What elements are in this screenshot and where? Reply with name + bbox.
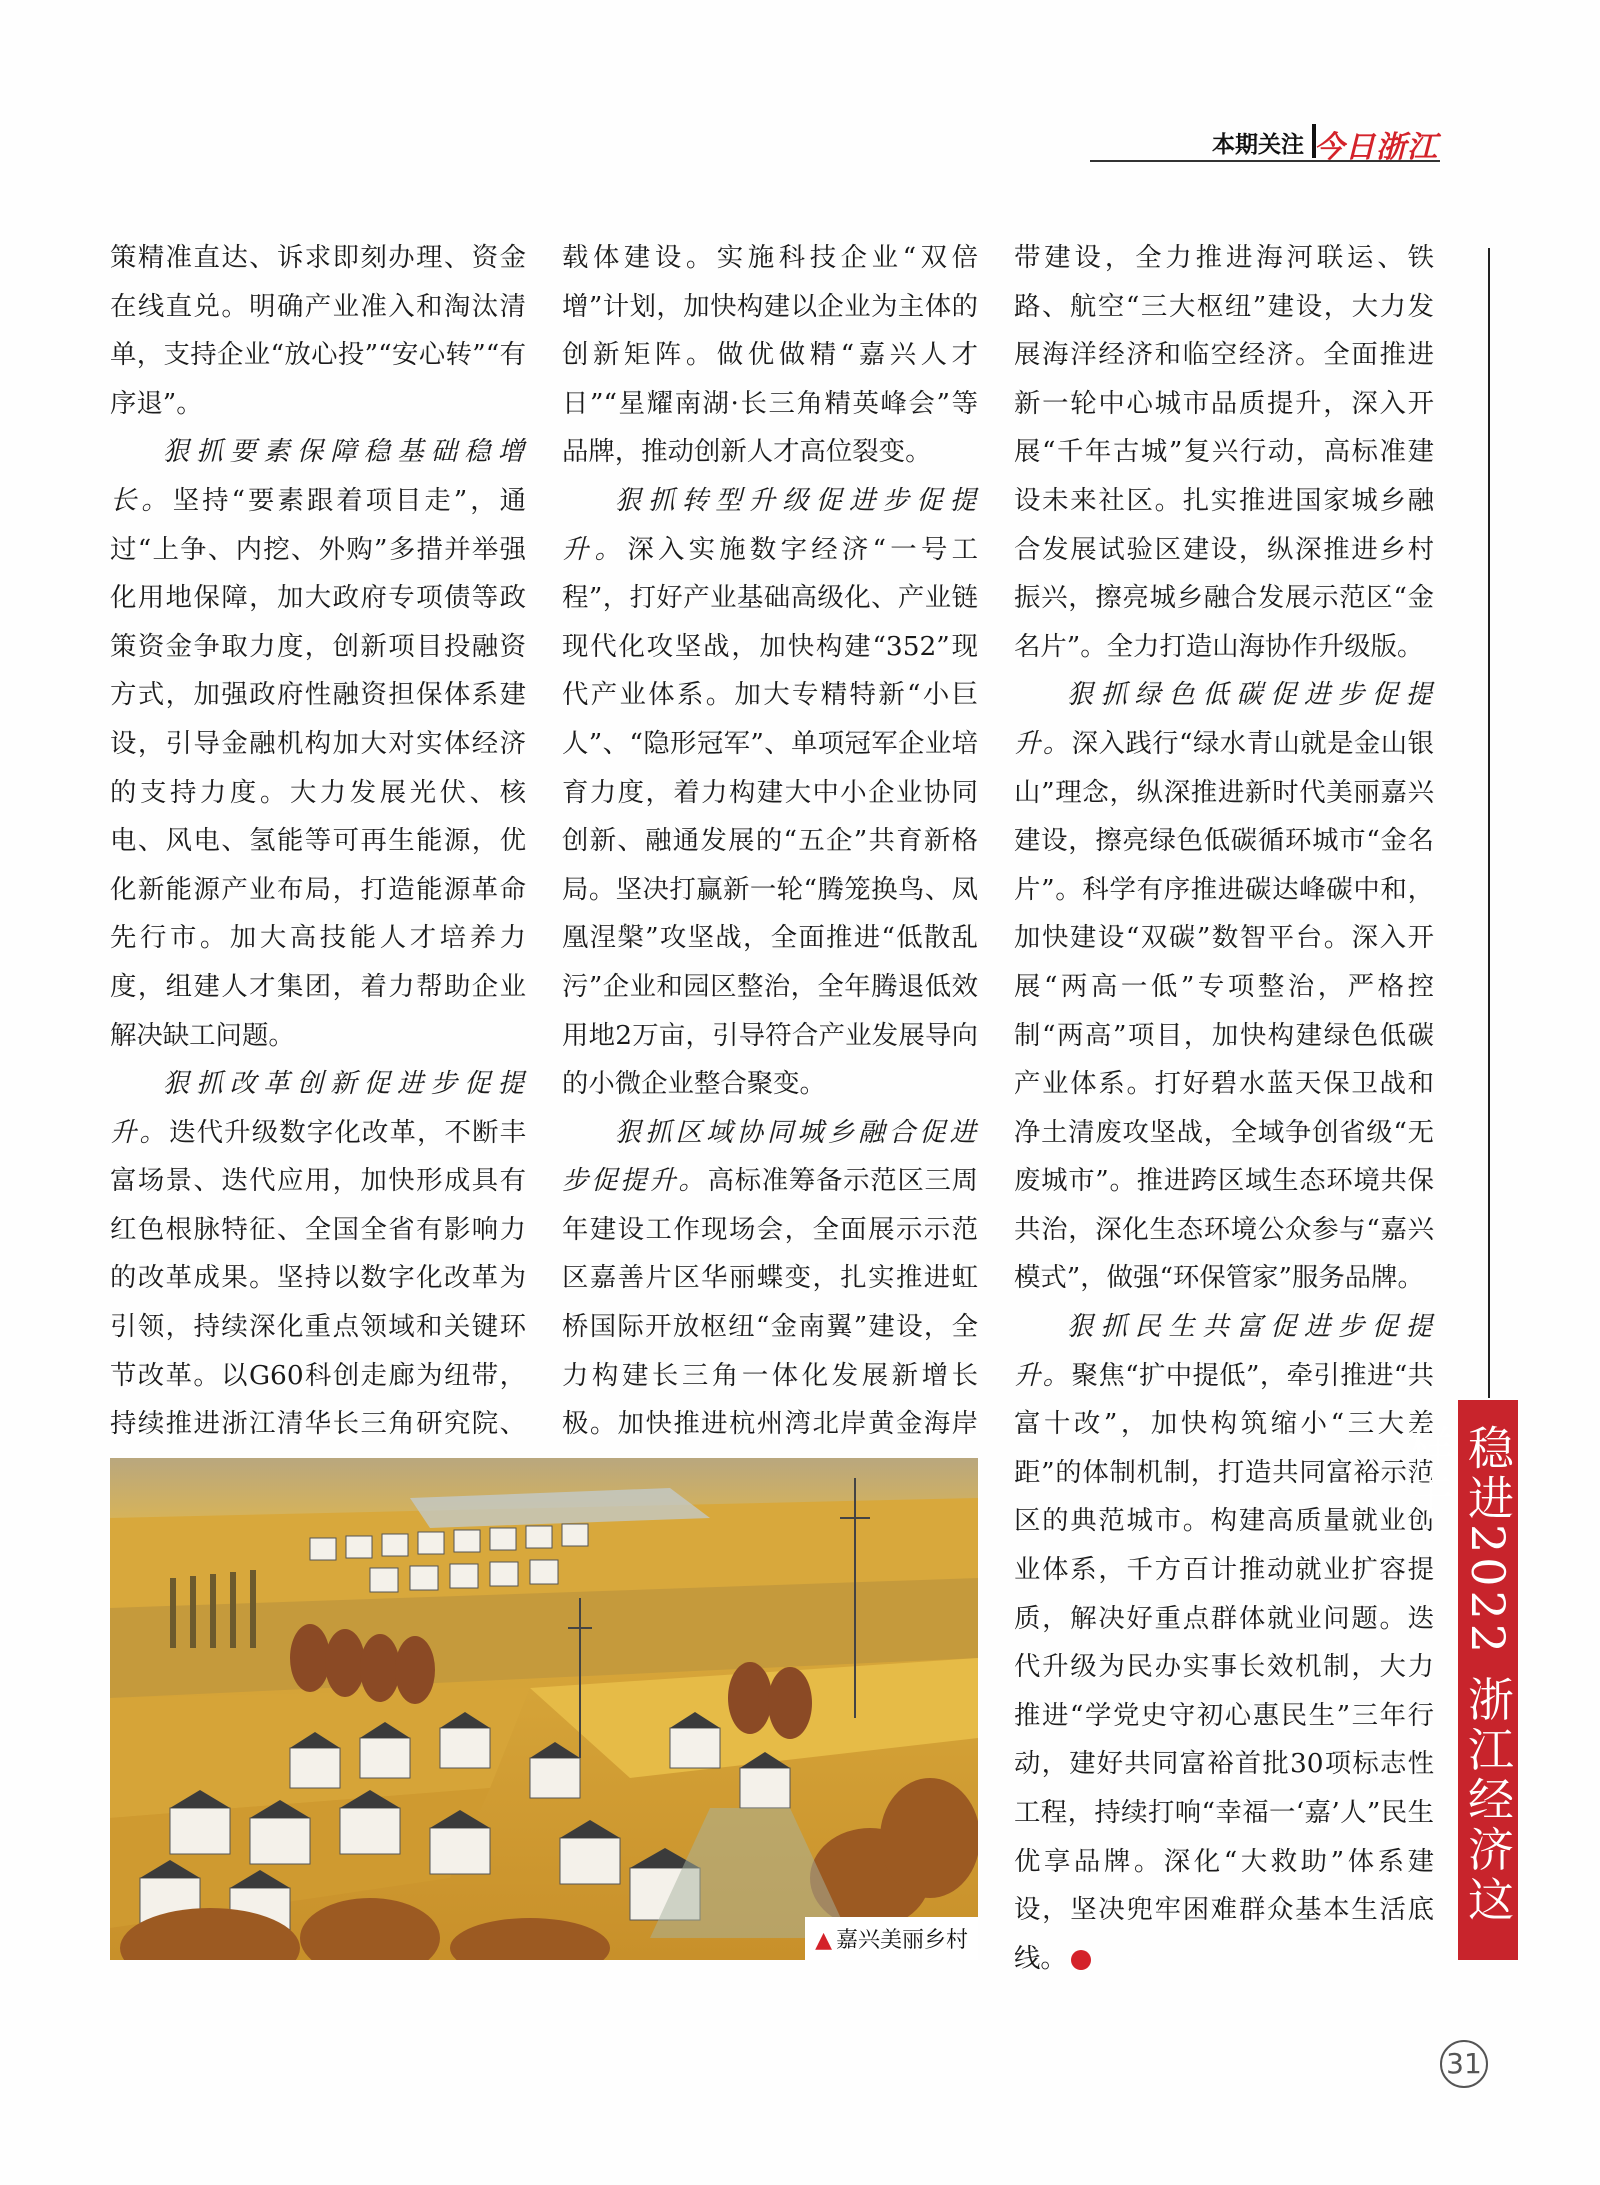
paragraph-text: 策精准直达、诉求即刻办理、资金在线直兑。明确产业准入和淘汰清单，支持企业“放心投”“安心转”“有序退”。 xyxy=(110,242,526,419)
caption-text: 嘉兴美丽乡村 xyxy=(835,1928,968,1953)
side-tab-text: 稳进2022 浙江经济这样干 xyxy=(1401,1424,1515,1926)
paragraph-keyword: 狠抓转型升级促进步促提升。 xyxy=(562,484,978,565)
article-column-1 xyxy=(110,234,526,1546)
paragraph xyxy=(1014,234,1434,671)
village-photo xyxy=(110,1458,978,1960)
page-number: 31 xyxy=(1440,2040,1488,2088)
paragraph xyxy=(110,234,526,428)
paragraph xyxy=(1014,671,1434,1303)
paragraph-keyword: 狠抓区域协同城乡融合促进步促提升。 xyxy=(562,1116,978,1197)
paragraph xyxy=(562,1109,978,1498)
article-column-2 xyxy=(562,234,978,1497)
paragraph xyxy=(562,477,978,1109)
page-header xyxy=(1090,124,1440,165)
village-photo-illustration xyxy=(110,1458,978,1960)
side-tab xyxy=(1401,1400,1518,1960)
paragraph-text: 坚持“要素跟着项目走”，通过“上争、内挖、外购”多措并举强化用地保障，加大政府专项债等政策资金争取力度，创新项目投融资方式，加强政府性融资担保体系建设，引导金融机构加大对实体经济的支持力度。大力发展光伏、核电、风电、氢能等可再生能源，优化新能源产业布局，打造能源革命先行市。加大高技能人才培养力度，组建人才集团，着力帮助企业解决缺工问题。 xyxy=(110,484,527,1051)
paragraph-text: 聚焦“扩中提低”，牵引推进“共富十改”，加快构筑缩小“三大差距”的体制机制，打造共同富裕示范区的典范城市。构建高质量就业创业体系，千方百计推动就业扩容提质，解决好重点群体就业问题。迭代升级为民办实事长效机制，大力推进“学党史守初心惠民生”三年行动，建好共同富裕首批30项标志性工程，持续打响“幸福一‘嘉’人”民生优享品牌。深化“大救助”体系建设，坚决兜牢困难群众基本生活底线。 xyxy=(1014,1359,1434,1974)
photo-caption xyxy=(805,1917,978,1960)
paragraph-keyword: 狠抓民生共富促进步促提升。 xyxy=(1014,1311,1434,1391)
paragraph-text: 载体建设。实施科技企业“双倍增”计划，加快构建以企业为主体的创新矩阵。做优做精“嘉兴人才日”“星耀南湖·长三角精英峰会”等品牌，推动创新人才高位裂变。 xyxy=(562,242,978,468)
paragraph-text: 深入践行“绿水青山就是金山银山”理念，纵深推进新时代美丽嘉兴建设，擦亮绿色低碳循环城市“金名片”。科学有序推进碳达峰碳中和，加快建设“双碳”数智平台。深入开展“两高一低”专项整治，严格控制“两高”项目，加快构建绿色低碳产业体系。打好碧水蓝天保卫战和净土清废攻坚战，全域争创省级“无废城市”。推进跨区域生态环境共保共治，深化生态环境公众参与“嘉兴模式”，做强“环保管家”服务品牌。 xyxy=(1014,727,1434,1294)
paragraph-text: 高标准筹备示范区三周年建设工作现场会，全面展示示范区嘉善片区华丽蝶变，扎实推进虹桥国际开放枢纽“金南翼”建设，全力构建长三角一体化发展新增长极。加快推进杭州湾北岸黄金海岸 xyxy=(562,1165,979,1440)
section-label: 本期关注 xyxy=(1212,132,1304,158)
article-column-3 xyxy=(1014,234,1434,1983)
paragraph-keyword: 狠抓改革创新促进步促提升。 xyxy=(110,1068,526,1148)
magazine-logo: 今日浙江 xyxy=(1314,130,1438,165)
paragraph xyxy=(110,428,526,1060)
paragraph-text: 深入实施数字经济“一号工程”，打好产业基础高级化、产业链现代化攻坚战，加快构建“352”现代产业体系。加大专精特新“小巨人”、“隐形冠军”、单项冠军企业培育力度，着力构建大中小企业协同创新、融通发展的“五企”共育新格局。坚决打赢新一轮“腾笼换鸟、凤凰涅槃”攻坚战，全面推进“低散乱污”企业和园区整治，全年腾退低效用地2万亩，引导符合产业发展导向的小微企业整合聚变。 xyxy=(562,533,978,1100)
column-rule xyxy=(1488,248,1490,1398)
paragraph-keyword: 狠抓要素保障稳基础稳增长。 xyxy=(110,436,526,516)
paragraph-keyword: 狠抓绿色低碳促进步促提升。 xyxy=(1014,679,1434,759)
paragraph xyxy=(562,234,978,477)
end-mark-icon: 今 xyxy=(1071,1950,1091,1970)
paragraph-text: 带建设，全力推进海河联运、铁路、航空“三大枢纽”建设，大力发展海洋经济和临空经济。全面推进新一轮中心城市品质提升，深入开展“千年古城”复兴行动，高标准建设未来社区。扎实推进国家城乡融合发展试验区建设，纵深推进乡村振兴，擦亮城乡融合发展示范区“金名片”。全力打造山海协作升级版。 xyxy=(1014,242,1434,662)
paragraph xyxy=(1014,1303,1434,1983)
caption-triangle-icon: ▲ xyxy=(815,1928,832,1953)
paragraph-text: 迭代升级数字化改革，不断丰富场景、迭代应用，加快形成具有红色根脉特征、全国全省有影响力的改革成果。坚持以数字化改革为引领，持续深化重点领域和关键环节改革。以G60科创走廊为纽带，持续推进浙江清华长三角研究院、 xyxy=(110,1116,527,1440)
